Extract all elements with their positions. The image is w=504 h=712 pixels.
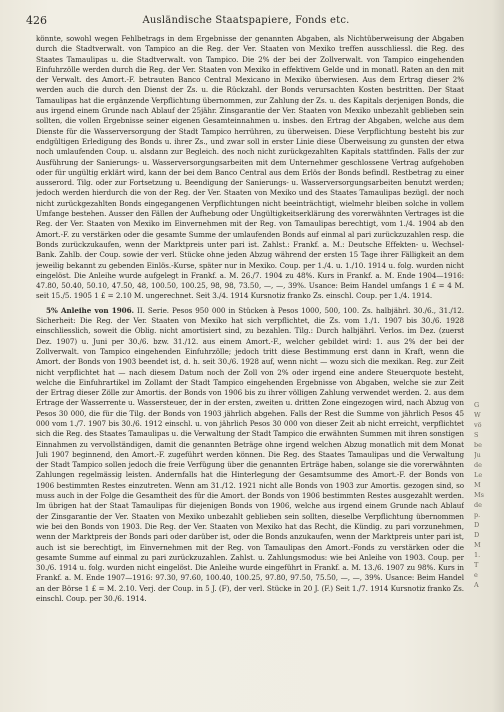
margin-fragment: Ms xyxy=(474,491,484,499)
paragraph-2 xyxy=(36,306,464,605)
section-lead: 5% Anleihe von 1906. xyxy=(46,305,135,315)
margin-fragment: W xyxy=(474,411,481,419)
paragraph-1: könnte, sowohl wegen Fehlbetrags in dem Ergebnisse der genannten Abgaben, als Nichtüberweisung der Abgaben durch die Stadtverwalt. von Tampico an die Reg. der Ver. Staaten von Mexiko treffen ausschliessl. die Reg. des Staates Tamaulipas u. die Stadtverwalt. von Tampico. Die 2% der bei der Zollverwalt. von Tampico eingehenden Einfuhrzölle werden durch die Reg. der Ver. Staaten von Mexiko in effektivem Gelde und in monatl. Raten an den mit der Verwalt. des Amort.-F. betrauten Banco Central Mexicano in Mexiko überwiesen. Aus dem Ertrag dieser 2% werden auch die durch den Dienst der Zs. u. die Rückzahl. der Bonds verursachten Kosten bestritten. Der Staat Tamaulipas hat die ergänzende Verpflichtung übernommen, zur Zahlung der Zs. u. des Kapitals derjenigen Bonds, die aus irgend einem Grunde nach Ablauf der 25jähr. Zinsgarantie der Ver. Staaten von Mexiko unbezahlt geblieben sein sollten, die vollen Ergebnisse seiner eigenen Gesamteinnahmen u. insbes. den Ertrag der Abgaben, welche aus dem Dienste für die Wasserversorgung der Stadt Tampico herrühren, zu überweisen. Diese Verpflichtung besteht bis zur endgültigen Erledigung des Bonds u. ihrer Zs., und zwar soll in erster Linie diese Überweisung zu gunsten der etwa noch umlaufenden Coup. u. alsdann zur Begleich. des noch nicht zurückgezahlten Kapitals stattfinden. Falls der zur Ausführung der Sanierungs- u. Wasserversorgungsarbeiten mit dem Unternehmer geschlossene Vertrag aufgehoben oder für ungültig erklärt wird, kann der bei dem Banco Central aus dem Erlös der Bonds befindl. Restbetrag zu einer ausserord. Tilg. oder zur Fortsetzung u. Beendigung der Sanierungs- u. Wasserversorgungsarbeiten benutzt werden; jedoch werden hierdurch die von der Reg. der Ver. Staaten von Mexiko und des Staates Tamaulipas bezügl. der noch nicht zurückgezahlten Bonds eingegangenen Verpflichtungen nicht beeinträchtigt, wielmehr bleiben solche in vollem Umfange bestehen. Ausser den Fällen der Aufhebung oder Ungültigkeitserklärung des vorerwähnten Vertrages ist die Reg. der Ver. Staaten von Mexiko im Einvernehmen mit der Reg. von Tamaulipas berechtigt, vom 1./4. 1904 ab den Amort.-F. zu verstärken oder die gesamte Summe der umlaufenden Bonds auf einmal al pari zurückzuzahlen resp. die Bonds zurückzukaufen, wenn der Marktpreis unter pari ist. Zahlst.: Frankf. a. M.: Deutsche Effekten- u. Wechsel-Bank. Zahlb. der Coup. sowie der verl. Stücke ohne jeden Abzug während der ersten 15 Tage ihrer Fälligkeit an dem jeweilig bekannt zu gebenden Einlös.-Kurse, später nur in Mexiko. Coup. per 1./4. u. 1./10. 1914 u. folg. wurden nicht eingelöst. Die Anleihe wurde aufgelegt in Frankf. a. M. 26./7. 1904 zu 48%. Kurs in Frankf. a. M. Ende 1904—1916: 47.80, 50.40, 50.10, 47.50, 48, 100.50, 100.25, 98, 98, 73.50, —, —, 39%. Usance: Beim Handel umfangs 1 £ = 4 M. seit 15./5. 1905 1 £ = 2.10 M. ungerechnet. Seit 3./4. 1914 Kursnotiz franko Zs. einschl. Coup. per 1./4. 1914. xyxy=(36,34,464,301)
paragraph-2-text: II. Serie. Pesos 950 000 in Stücken à Pesos 1000, 500, 100. Zs. halbjährl. 30./6., 31./12. Sicherheit: Die Reg. der Ver. Staaten von Mexiko hat sich verpflichtet, die Zs. vom 1./1. 1907 bis 30./6. 1928 einschliesslich, soweit die Oblig. nicht amortisiert sind, zu bezahlen. Tilg.: Durch halbjährl. Verlos. im Dez. (zuerst Dez. 1907) u. Juni per 30./6. bzw. 31./12. aus einem Amort.-F., welcher gebildet wird: 1. aus 2% der bei der Zollverwalt. von Tampico eingehenden Einfuhrzölle; jedoch tritt diese Bestimmung erst dann in Kraft, wenn die Amort. der Bonds von 1903 beendet ist, d. h. seit 30./6. 1928 auf, wenn nicht — wozu sich die mexikan. Reg. zur Zeit nicht verpflichtet hat — nach diesem Datum noch der Zoll von 2% oder irgend eine andere Steuerquote besteht, welche die Einfuhrartikel im Zollamt der Stadt Tampico eingehenden Ergebnisse von Abgaben, welche sie zur Zeit der Ertrag dieser Zölle zur Amortis. der Bonds von 1906 bis zu ihrer völligen Zahlung verwendet werden. 2. aus dem Ertrage der Wasserrente u. Wassersteuer, der in der ersten, zweiten u. dritten Zone eingezogen wird, nach Abzug von Pesos 30 000, die für die Tilg. der Bonds von 1903 jährlich abgehen. Falls der Rest die Summe von jährlich Pesos 45 000 vom 1./7. 1907 bis 30./6. 1912 einschl. u. von jährlich Pesos 30 000 von dieser Zeit ab nicht erreicht, verpflichtet sich die Reg. des Staates Tamaulipas u. die Verwaltung der Stadt Tampico die erwähnten Summen mit ihren sonstigen Einnahmen zu vervollständigen, damit die genannten Beträge ohne irgend welchen Abzug monatlich mit dem Monat Juli 1907 beginnend, den Amort.-F. zugeführt werden können. Die Reg. des Staates Tamaulipas und die Verwaltung der Stadt Tampico sollen jedoch die freie Verfügung über die genannten Erträge haben, solange sie die vorerwähnten Zahlungen regelmässig leisten. Andernfalls hat die Hinterlegung der Gesamtsumme des Amort.-F. der Bonds von 1906 bestimmten Restes einzutreten. Wenn am 31./12. 1921 nicht alle Bonds von 1903 zur Amortis. gezogen sind, so muss auch in der Folge die Gesamtheit des für die Amort. der Bonds von 1906 bestimmten Restes ausgezahlt werden. Im übrigen hat der Staat Tamaulipas für diejenigen Bonds von 1906, welche aus irgend einem Grunde nach Ablauf der Zinsgarantie der Ver. Staaten von Mexiko unbezahlt geblieben sein sollten, dieselbe Verpflichtung übernommen wie bei den Bonds von 1903. Die Reg. der Ver. Staaten von Mexiko hat das Recht, die Kündig. zu pari vorzunehmen, wenn der Marktpreis der Bonds pari oder darüber ist, oder die Bonds anzukaufen, wenn der Marktpreis unter pari ist, auch ist sie berechtigt, im Einvernehmen mit der Reg. von Tamaulipas den Amort.-Fonds zu verstärken oder die gesamte Summe auf einmal zu pari zurückzuzahlen. Zahlst. u. Zahlungsmodus: wie bei Anleihe von 1903. Coup. per 30./6. 1914 u. folg. wurden nicht eingelöst. Die Anleihe wurde eingeführt in Frankf. a. M. 13./6. 1907 zu 98%. Kurs in Frankf. a. M. Ende 1907—1916: 97.30, 97.60, 100.40, 100.25, 97.80, 97.50, 75.50, —, —, 39%. Usance: Beim Handel an der Börse 1 £ = M. 2.10. Verj. der Coup. in 5 J. (F), der verl. Stücke in 20 J. (F.) Seit 1./7. 1914 Kursnotiz franko Zs. einschl. Coup. per 30./6. 1914. xyxy=(36,305,464,604)
margin-fragment: be xyxy=(474,441,483,449)
margin-fragment: G xyxy=(474,401,480,409)
margin-fragment: A xyxy=(474,581,479,589)
margin-fragment: D xyxy=(474,531,480,539)
margin-fragment: de xyxy=(474,461,483,469)
page-edge-shadow xyxy=(492,0,504,712)
margin-fragment: T xyxy=(474,561,479,569)
running-head: Ausländische Staatspapiere, Fonds etc. xyxy=(142,15,350,26)
page-number: 426 xyxy=(26,14,47,27)
margin-fragment: 1. xyxy=(474,551,481,559)
margin-fragment: e xyxy=(474,571,478,579)
margin-fragment: Le xyxy=(474,471,483,479)
margin-fragment: de xyxy=(474,501,483,509)
body-text xyxy=(36,34,464,706)
margin-fragment: Ju xyxy=(474,451,481,459)
margin-fragment: vö xyxy=(474,421,482,429)
page-header xyxy=(26,14,466,28)
margin-fragment: M xyxy=(474,481,481,489)
margin-fragment: p. xyxy=(474,511,481,519)
margin-fragment: M xyxy=(474,541,481,549)
margin-fragment: D xyxy=(474,521,480,529)
margin-fragment: S xyxy=(474,431,479,439)
